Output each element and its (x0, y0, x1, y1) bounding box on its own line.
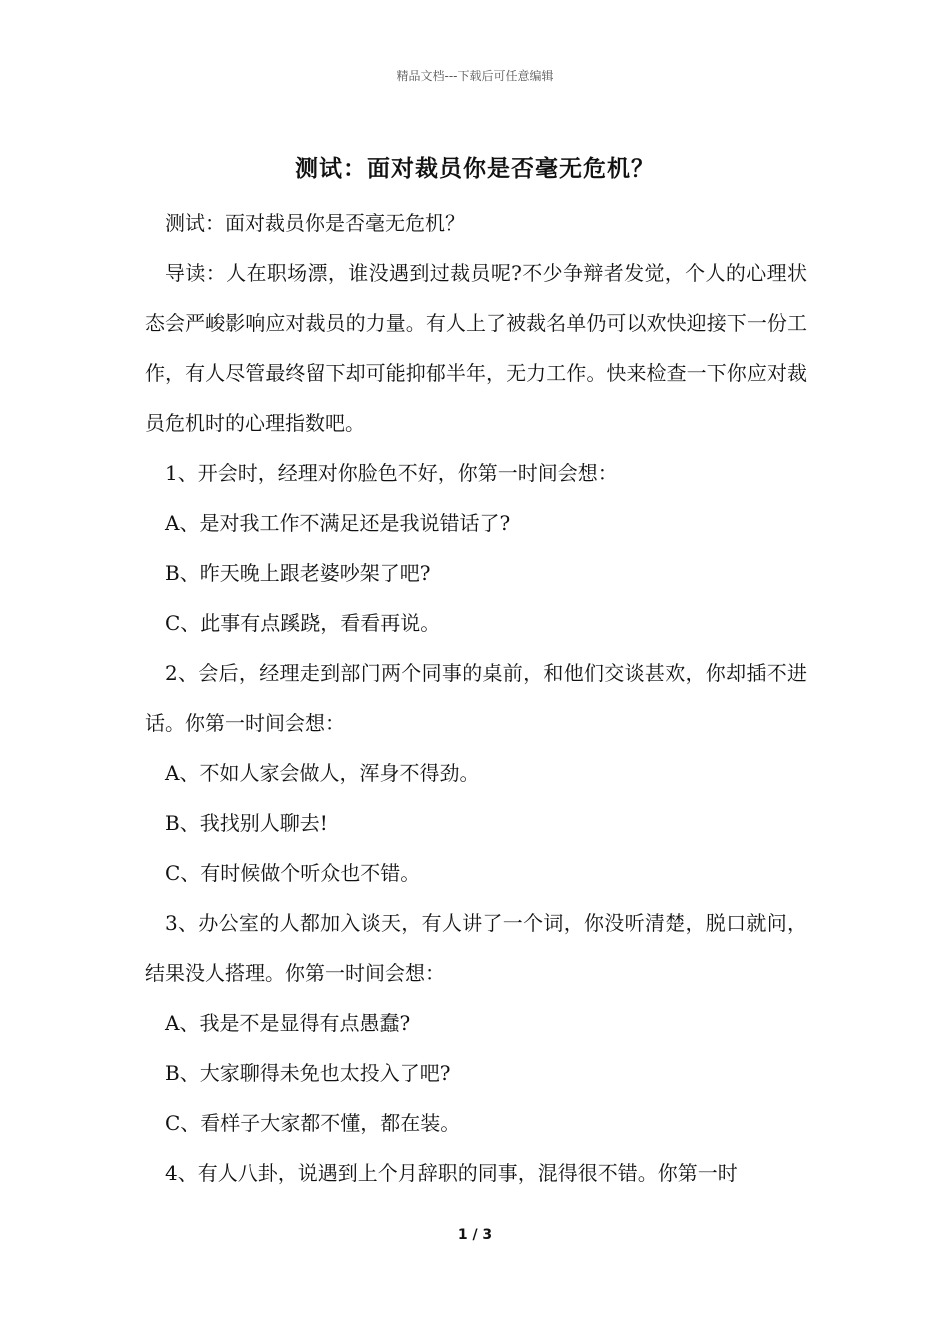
page-number: 1 / 3 (457, 1227, 493, 1243)
document-title: 测试：面对裁员你是否毫无危机？ (295, 155, 655, 182)
question-3-option-b: B、大家聊得未免也太投入了吧? (165, 1061, 451, 1085)
question-3-option-c: C、看样子大家都不懂，都在装。 (165, 1111, 461, 1135)
question-1: 1、开会时，经理对你脸色不好，你第一时间会想： (165, 461, 618, 485)
question-1-option-a: A、是对我工作不满足还是我说错话了? (165, 511, 511, 535)
paragraph-subtitle: 测试：面对裁员你是否毫无危机？ (165, 211, 465, 235)
question-4: 4、有人八卦，说遇到上个月辞职的同事，混得很不错。你第一时 (165, 1161, 738, 1185)
question-2-option-c: C、有时候做个听众也不错。 (165, 861, 421, 885)
question-2-option-b: B、我找别人聊去! (165, 811, 328, 835)
paragraph-intro: 导读：人在职场漂，谁没遇到过裁员呢?不少争辩者发觉，个人的心理状态会严峻影响应对裁员的力量。有人上了被裁名单仍可以欢快迎接下一份工作，有人尽管最终留下却可能抑郁半年，无力工作。快来检查一下你应对裁员危机时的心理指数吧。 (145, 261, 807, 435)
question-2-option-a: A、不如人家会做人，浑身不得劲。 (165, 761, 480, 785)
question-3-option-a: A、我是不是显得有点愚蠢? (165, 1011, 411, 1035)
question-1-option-b: B、昨天晚上跟老婆吵架了吧? (165, 561, 431, 585)
header-note: 精品文档---下载后可任意编辑 (396, 69, 554, 83)
document-body (145, 198, 807, 1198)
question-1-option-c: C、此事有点蹊跷，看看再说。 (165, 611, 441, 635)
question-3: 3、办公室的人都加入谈天，有人讲了一个词，你没听清楚，脱口就问，结果没人搭理。你第一时间会想： (145, 911, 807, 985)
question-2: 2、会后，经理走到部门两个同事的桌前，和他们交谈甚欢，你却插不进话。你第一时间会想： (145, 661, 807, 735)
